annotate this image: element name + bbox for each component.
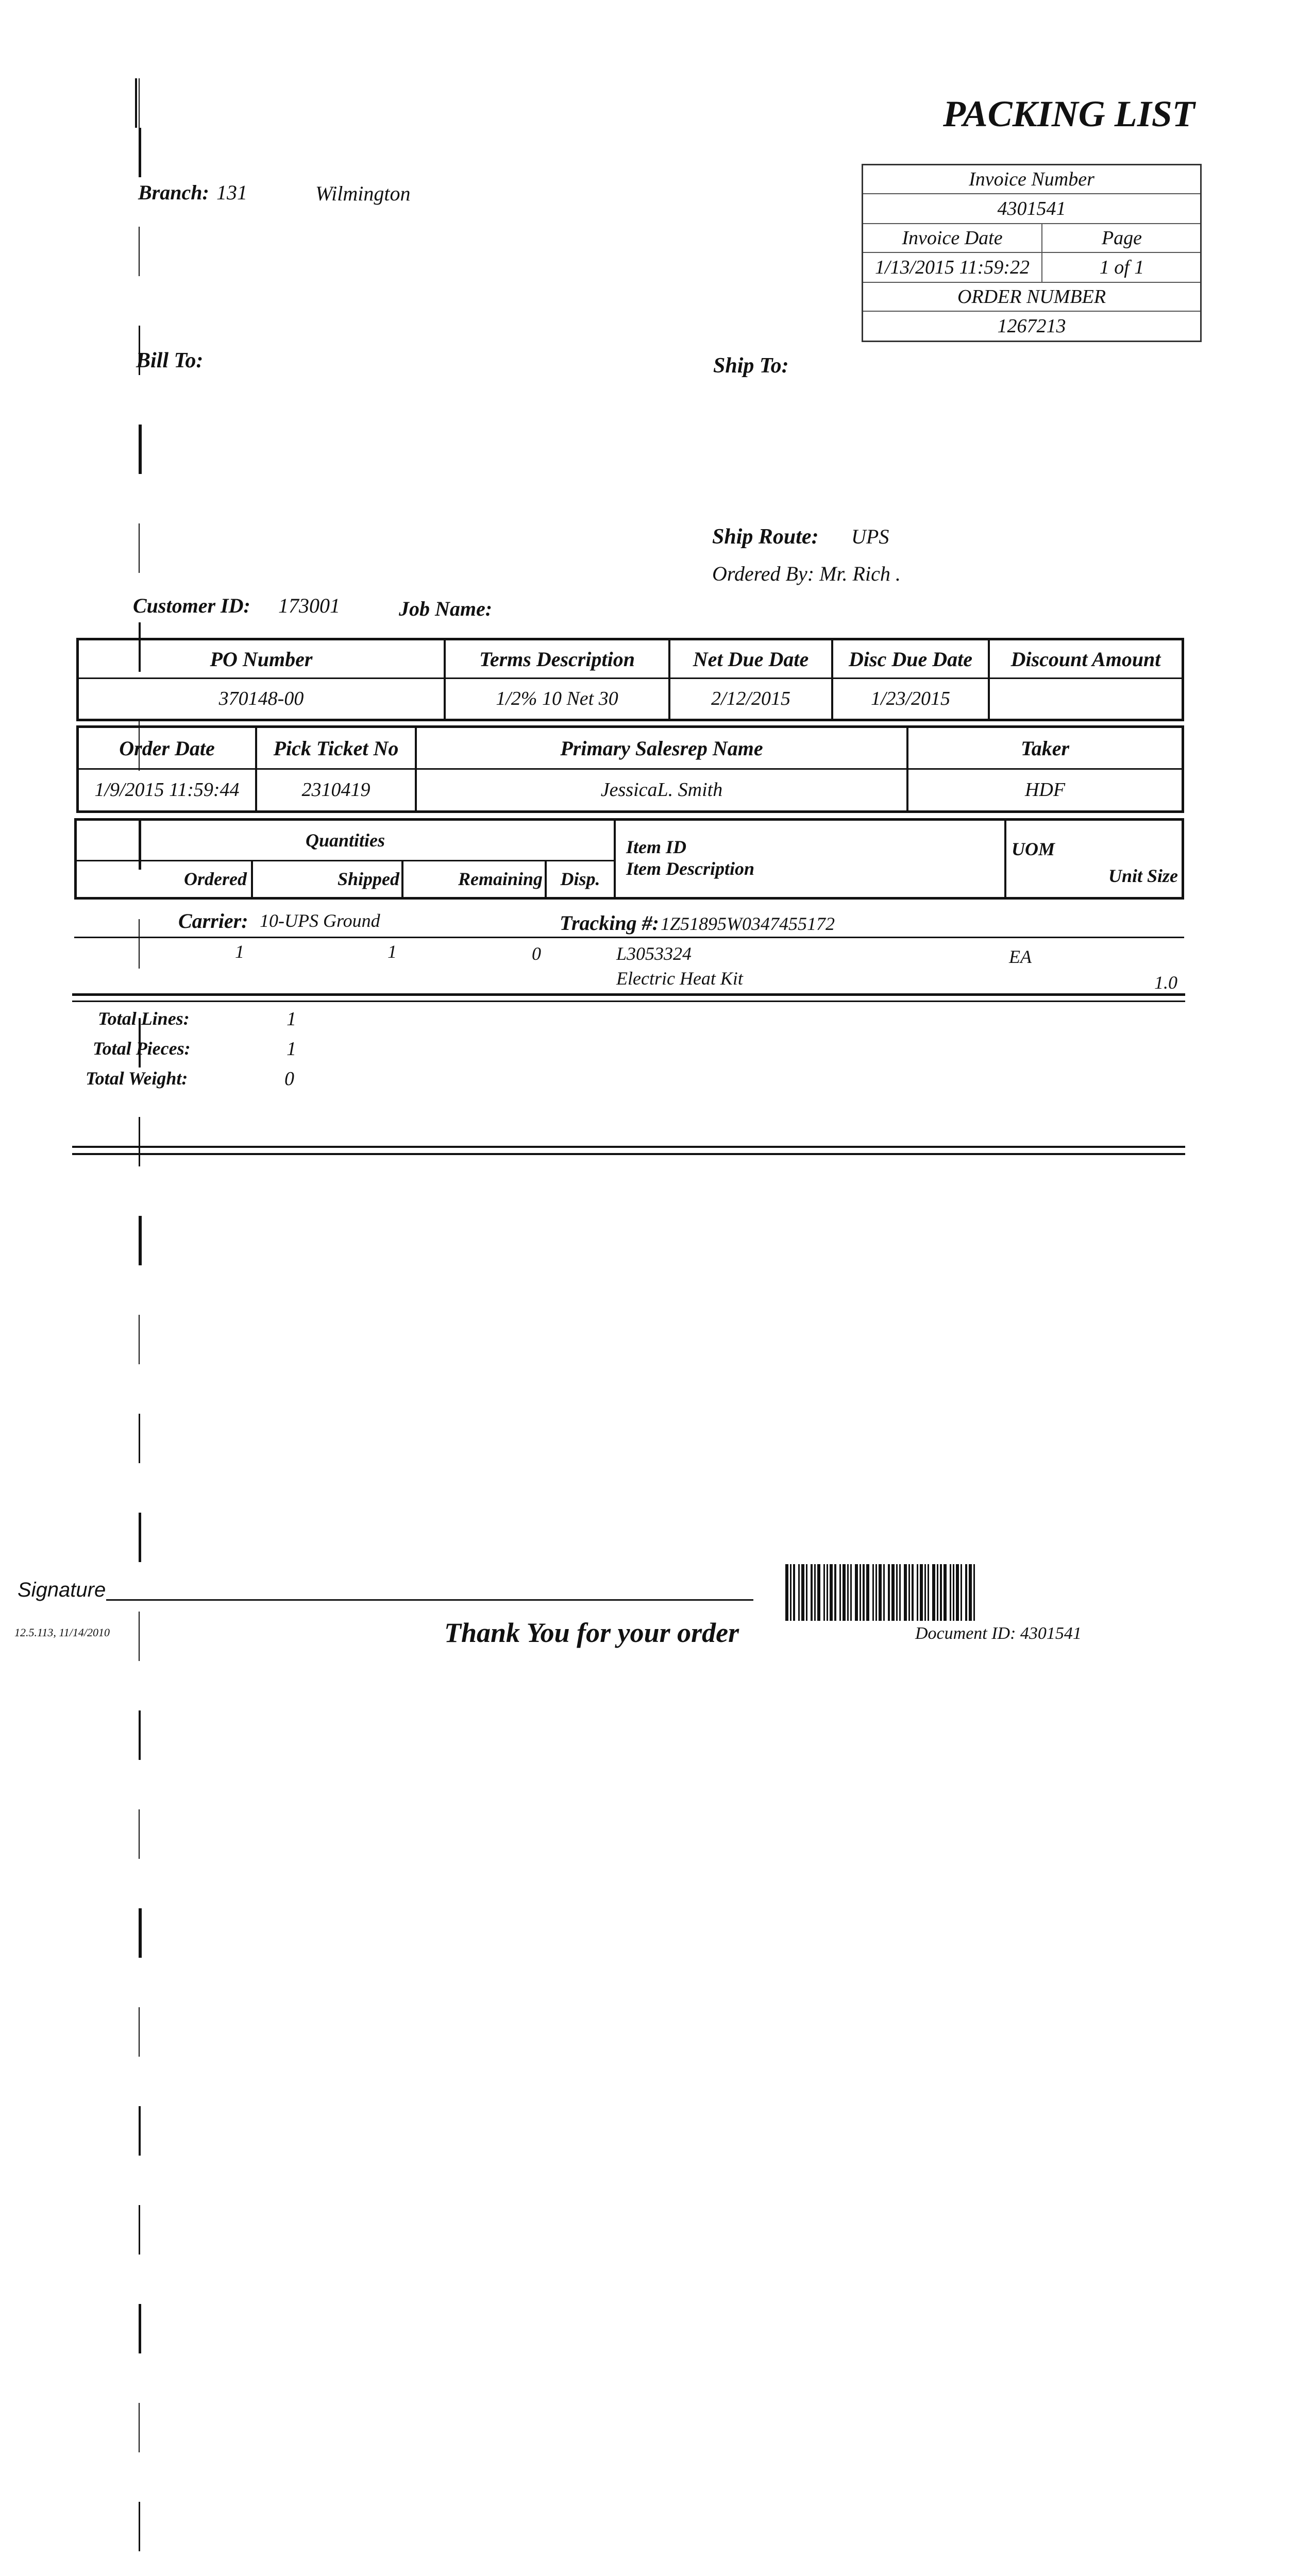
items-end-rule	[72, 993, 1185, 996]
shipped-header: Shipped	[337, 869, 399, 889]
tracking-value: 1Z51895W0347455172	[661, 913, 835, 934]
invoice-date-value: 1/13/2015 11:59:22	[874, 257, 1030, 278]
signature-label: Signature	[18, 1579, 106, 1601]
ship-to-label: Ship To:	[713, 354, 789, 378]
taker-value: HDF	[1024, 779, 1066, 801]
top-barcode	[135, 78, 308, 128]
salesrep-header: Primary Salesrep Name	[560, 736, 763, 760]
total-pieces-label: Total Pieces:	[93, 1038, 191, 1059]
po-number-header: PO Number	[210, 647, 313, 671]
invoice-number-value: 4301541	[863, 194, 1200, 224]
ship-route-label: Ship Route:	[712, 525, 819, 549]
remaining-header: Remaining	[458, 869, 543, 889]
job-name-label: Job Name:	[399, 597, 493, 620]
invoice-date-page-labels	[863, 224, 1200, 253]
uom-header: UOM	[1012, 839, 1055, 859]
page-label: Page	[1041, 224, 1201, 252]
item-uom: EA	[1009, 946, 1032, 967]
invoice-date-page-values	[863, 253, 1200, 283]
branch-name: Wilmington	[315, 182, 411, 205]
page-value: 1 of 1	[1041, 253, 1201, 282]
net-due-date-header: Net Due Date	[693, 647, 809, 671]
item-description: Electric Heat Kit	[616, 968, 743, 989]
branch-label: Branch:	[138, 181, 209, 204]
invoice-date-label: Invoice Date	[902, 227, 1003, 249]
order-date-header: Order Date	[119, 736, 215, 760]
item-shipped: 1	[388, 941, 397, 962]
carrier-rule	[74, 937, 1184, 938]
customer-id-label: Customer ID:	[133, 594, 250, 617]
ship-route-value: UPS	[851, 525, 889, 548]
signature-line[interactable]	[106, 1599, 753, 1601]
carrier-value: 10-UPS Ground	[260, 910, 380, 931]
bill-to-label: Bill To:	[136, 349, 204, 372]
po-number-value: 370148-00	[218, 688, 304, 709]
document-title: PACKING LIST	[943, 93, 1195, 134]
terms-description-header: Terms Description	[479, 647, 635, 671]
discount-amount-value	[990, 679, 1182, 718]
invoice-info-box	[862, 164, 1202, 342]
document-id: Document ID: 4301541	[915, 1624, 1082, 1643]
items-header-table	[74, 818, 1184, 900]
item-description-header: Item Description	[626, 858, 754, 879]
customer-id-value: 173001	[278, 594, 340, 617]
total-lines-label: Total Lines:	[98, 1008, 190, 1029]
totals-end-rule-thin	[72, 1153, 1185, 1155]
discount-amount-header: Discount Amount	[1010, 647, 1161, 671]
ordered-header: Ordered	[184, 869, 247, 889]
item-unit-size: 1.0	[1154, 972, 1177, 993]
thank-you-message: Thank You for your order	[444, 1617, 739, 1648]
items-end-rule-thin	[72, 1001, 1185, 1002]
salesrep-value: JessicaL. Smith	[600, 779, 723, 801]
form-version: 12.5.113, 11/14/2010	[14, 1626, 110, 1639]
ordered-by: Ordered By: Mr. Rich .	[712, 562, 901, 585]
total-lines-value: 1	[287, 1008, 296, 1030]
terms-description-value: 1/2% 10 Net 30	[496, 688, 618, 709]
order-date-value: 1/9/2015 11:59:44	[94, 779, 240, 801]
item-id-header: Item ID	[626, 837, 686, 857]
totals-end-rule	[72, 1146, 1185, 1148]
branch-number: 131	[216, 181, 247, 204]
tracking-label: Tracking #:	[560, 911, 659, 935]
item-ordered: 1	[235, 941, 244, 962]
taker-header: Taker	[1020, 736, 1070, 760]
item-id: L3053324	[616, 943, 692, 964]
quantities-header: Quantities	[305, 830, 385, 851]
total-pieces-value: 1	[287, 1038, 296, 1060]
total-weight-value: 0	[284, 1068, 294, 1090]
total-weight-label: Total Weight:	[86, 1068, 188, 1089]
terms-table	[76, 638, 1184, 721]
invoice-number-label: Invoice Number	[863, 165, 1200, 194]
carrier-label: Carrier:	[178, 909, 248, 933]
disc-due-date-header: Disc Due Date	[849, 647, 972, 671]
order-table	[76, 725, 1184, 813]
unit-size-header: Unit Size	[1108, 866, 1178, 886]
pick-ticket-header: Pick Ticket No	[273, 736, 399, 760]
net-due-date-value: 2/12/2015	[711, 688, 791, 709]
disp-header: Disp.	[560, 869, 600, 889]
order-number-label: ORDER NUMBER	[863, 283, 1200, 312]
item-remaining: 0	[532, 943, 541, 964]
order-number-value: 1267213	[997, 315, 1066, 337]
disc-due-date-value: 1/23/2015	[870, 688, 951, 709]
pick-ticket-value: 2310419	[301, 779, 370, 801]
document-barcode	[785, 1564, 1053, 1621]
